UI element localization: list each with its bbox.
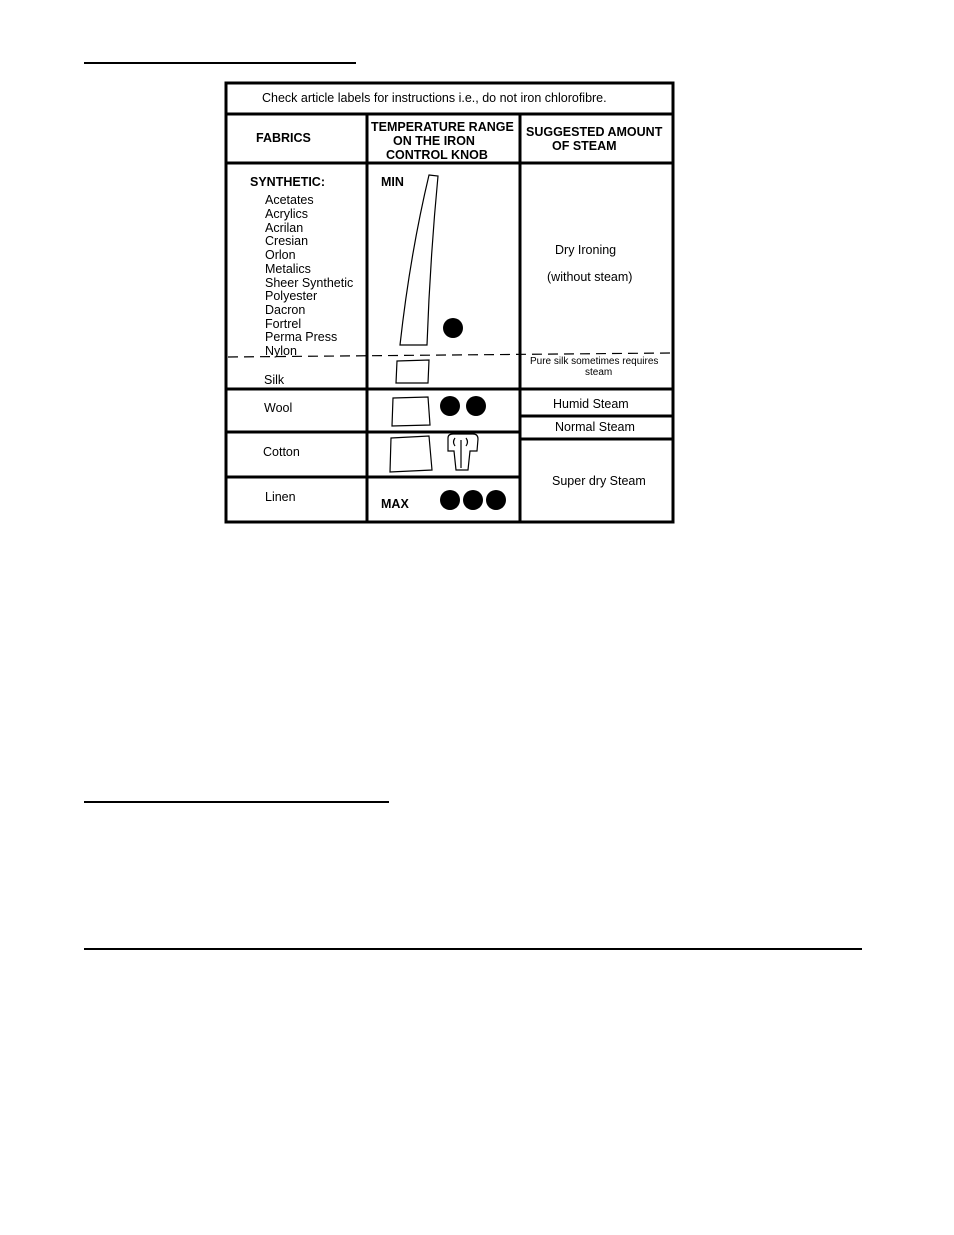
steam-icon: [448, 434, 478, 470]
temperature-dot: [486, 490, 506, 510]
temperature-dot: [440, 490, 460, 510]
synthetic-item: Fortrel: [265, 317, 302, 331]
synthetic-item: Metalics: [265, 262, 311, 276]
steam-silk-note-line-1: Pure silk sometimes requires: [530, 356, 659, 367]
steam-humid: Humid Steam: [553, 397, 629, 411]
cotton-temperature-icon: [390, 436, 432, 472]
instruction-text: Check article labels for instructions i.e., do not iron chlorofibre.: [262, 91, 607, 105]
temperature-dot: [463, 490, 483, 510]
synthetic-item: Perma Press: [265, 330, 338, 344]
temperature-dot: [466, 396, 486, 416]
fabric-wool: Wool: [264, 401, 293, 415]
fabric-silk: Silk: [264, 373, 285, 387]
steam-dry-ironing: Dry Ironing: [555, 243, 617, 257]
header-steam-line-2: OF STEAM: [552, 139, 617, 153]
header-temperature-line-1: TEMPERATURE RANGE: [371, 120, 514, 134]
temperature-range-wedge-icon: [400, 175, 438, 345]
header-temperature-line-2: ON THE IRON: [393, 134, 475, 148]
fabric-linen: Linen: [265, 490, 296, 504]
synthetic-item: Polyester: [265, 289, 318, 303]
synthetic-list: [265, 193, 353, 358]
silk-temperature-icon: [396, 360, 429, 383]
synthetic-item: Nylon: [265, 344, 297, 358]
wool-temperature-icon: [392, 397, 430, 426]
steam-dry-ironing-note: (without steam): [547, 270, 633, 284]
synthetic-item: Orlon: [265, 248, 296, 262]
temperature-dot: [443, 318, 463, 338]
steam-silk-note-line-2: steam: [585, 367, 613, 378]
synthetic-item: Sheer Synthetic: [265, 276, 354, 290]
header-steam-line-1: SUGGESTED AMOUNT: [526, 125, 663, 139]
synthetic-item: Cresian: [265, 234, 309, 248]
header-fabrics: FABRICS: [256, 131, 311, 145]
knob-max-label: MAX: [381, 497, 409, 511]
knob-min-label: MIN: [381, 175, 404, 189]
temperature-dots-one: [443, 318, 463, 338]
synthetic-item: Acetates: [265, 193, 314, 207]
temperature-dots-two: [440, 396, 486, 416]
synthetic-item: Acrylics: [265, 207, 309, 221]
temperature-dots-three: [440, 490, 506, 510]
synthetic-title: SYNTHETIC:: [250, 175, 325, 189]
steam-super-dry: Super dry Steam: [552, 474, 646, 488]
header-temperature-line-3: CONTROL KNOB: [386, 148, 488, 162]
steam-normal: Normal Steam: [555, 420, 635, 434]
synthetic-item: Acrilan: [265, 221, 304, 235]
temperature-dot: [440, 396, 460, 416]
synthetic-item: Dacron: [265, 303, 306, 317]
fabric-cotton: Cotton: [263, 445, 300, 459]
